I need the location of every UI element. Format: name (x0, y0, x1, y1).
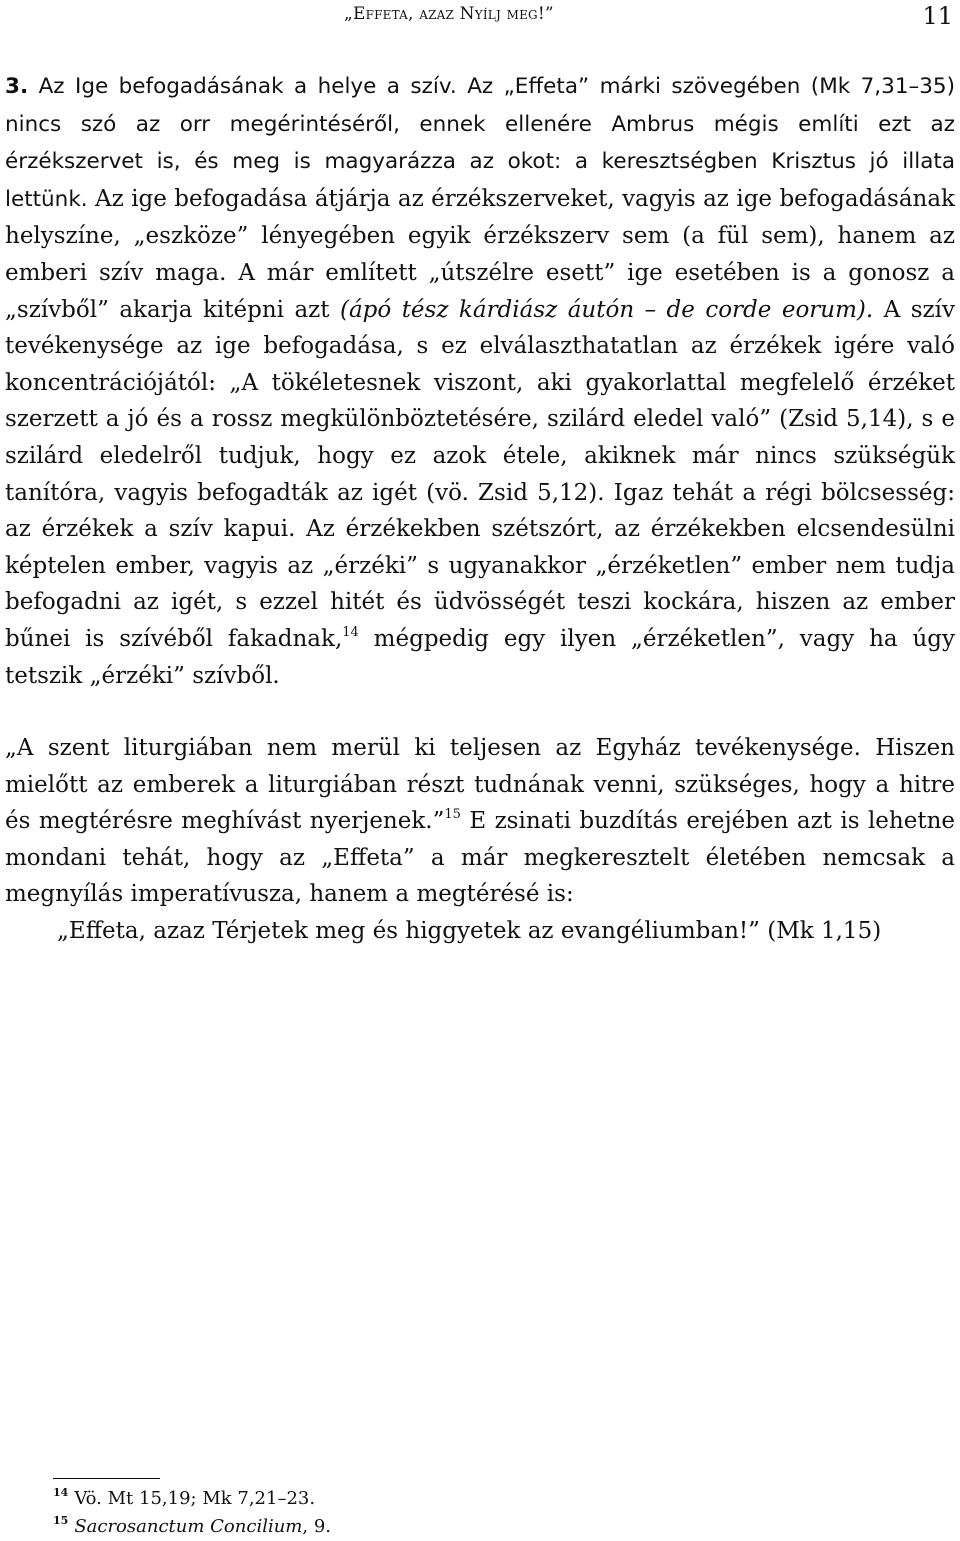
footnote-mark: 14 (53, 1486, 69, 1499)
section-number: 3. (5, 74, 29, 99)
footnote-reference-15[interactable]: 15 (444, 807, 461, 823)
body-text (5, 68, 955, 950)
running-title: „Effeta, azaz Nyílj meg!” (344, 4, 554, 24)
footnotes (53, 1485, 753, 1541)
paragraph-text: „A szent liturgiában nem merül ki teljesen az Egyház tevékenysége. Hiszen mielőtt az emberek a liturgiában részt tudnának venni, szükséges, hogy a hitre és megtérésre meghívást nyerjenek.” (5, 735, 955, 835)
footnote-divider (53, 1478, 160, 1479)
page-number: 11 (922, 2, 953, 30)
running-head (0, 2, 955, 32)
footnote-reference-14[interactable]: 14 (342, 624, 359, 640)
paragraph-text: A szív tevékenysége az ige befogadása, s ez elválaszthatatlan az érzékek igére való koncentrációjától: „A tökéletesnek viszont, aki gyakorlattal megfelelő érzéket szerzett a jó és a rossz megkülönböztetésére, szilárd eledel való” (Zsid 5,14), s e szilárd eledelről tudjuk, hogy ez azok étele, akiknek már nincs szükségük tanítóra, vagyis befogadták az igét (vö. Zsid 5,12). Igaz tehát a régi bölcsesség: az érzékek a szív kapui. Az érzékekben szétszórt, az érzékekben elcsendesülni képtelen ember, vagyis az „érzéki” s ugyanakkor „érzéketlen” ember nem tudja befogadni az igét, s ezzel hitét és üdvösségét teszi kockára, hiszen az ember bűnei is szívéből fakadnak, (5, 296, 955, 652)
footnote-title: Sacrosanctum Concilium (74, 1516, 303, 1537)
footnote-text: , 9. (302, 1516, 331, 1537)
footnote-15 (53, 1513, 753, 1541)
greek-phrase: (ápó tész kárdiász áutón – de corde eorum). (339, 296, 874, 323)
section-intro-text: Az Ige befogadásának a helye a szív. Az „Effeta” márki szövegében (Mk 7,31–35) nincs szó az orr megérintéséről, ennek ellenére Ambrus mégis említi ezt az érzékszervet is, és meg is magyarázza az okot: a keresztségben Krisztus jó illata lettünk. (5, 74, 955, 212)
paragraph-text: Az ige befogadása átjárja az érzékszerveket, vagyis az ige befogadásának helyszíne, „eszköze” lényegében egyik érzékszerv sem (a fül sem), hanem az emberi szív maga. A már említett „útszélre esett” ige esetében is a gonosz a „szívből” akarja kitépni azt (5, 185, 955, 323)
paragraph-section-3 (5, 68, 955, 694)
paragraph-liturgy (5, 730, 955, 913)
paragraph-text: E zsinati buzdítás erejében azt is lehetne mondani tehát, hogy az „Effeta” a már megkeresztelt életében nemcsak a megnyílás imperatívusza, hanem a megtérésé is: (5, 808, 955, 908)
footnote-mark: 15 (53, 1514, 69, 1527)
footnote-text: Vö. Mt 15,19; Mk 7,21–23. (74, 1488, 316, 1509)
footnote-14 (53, 1485, 753, 1513)
scripture-quote: „Effeta, azaz Térjetek meg és higgyetek az evangéliumban!” (Mk 1,15) (57, 918, 882, 945)
paragraph-text: mégpedig egy ilyen „érzéketlen”, vagy ha úgy tetszik „érzéki” szívből. (5, 625, 955, 689)
